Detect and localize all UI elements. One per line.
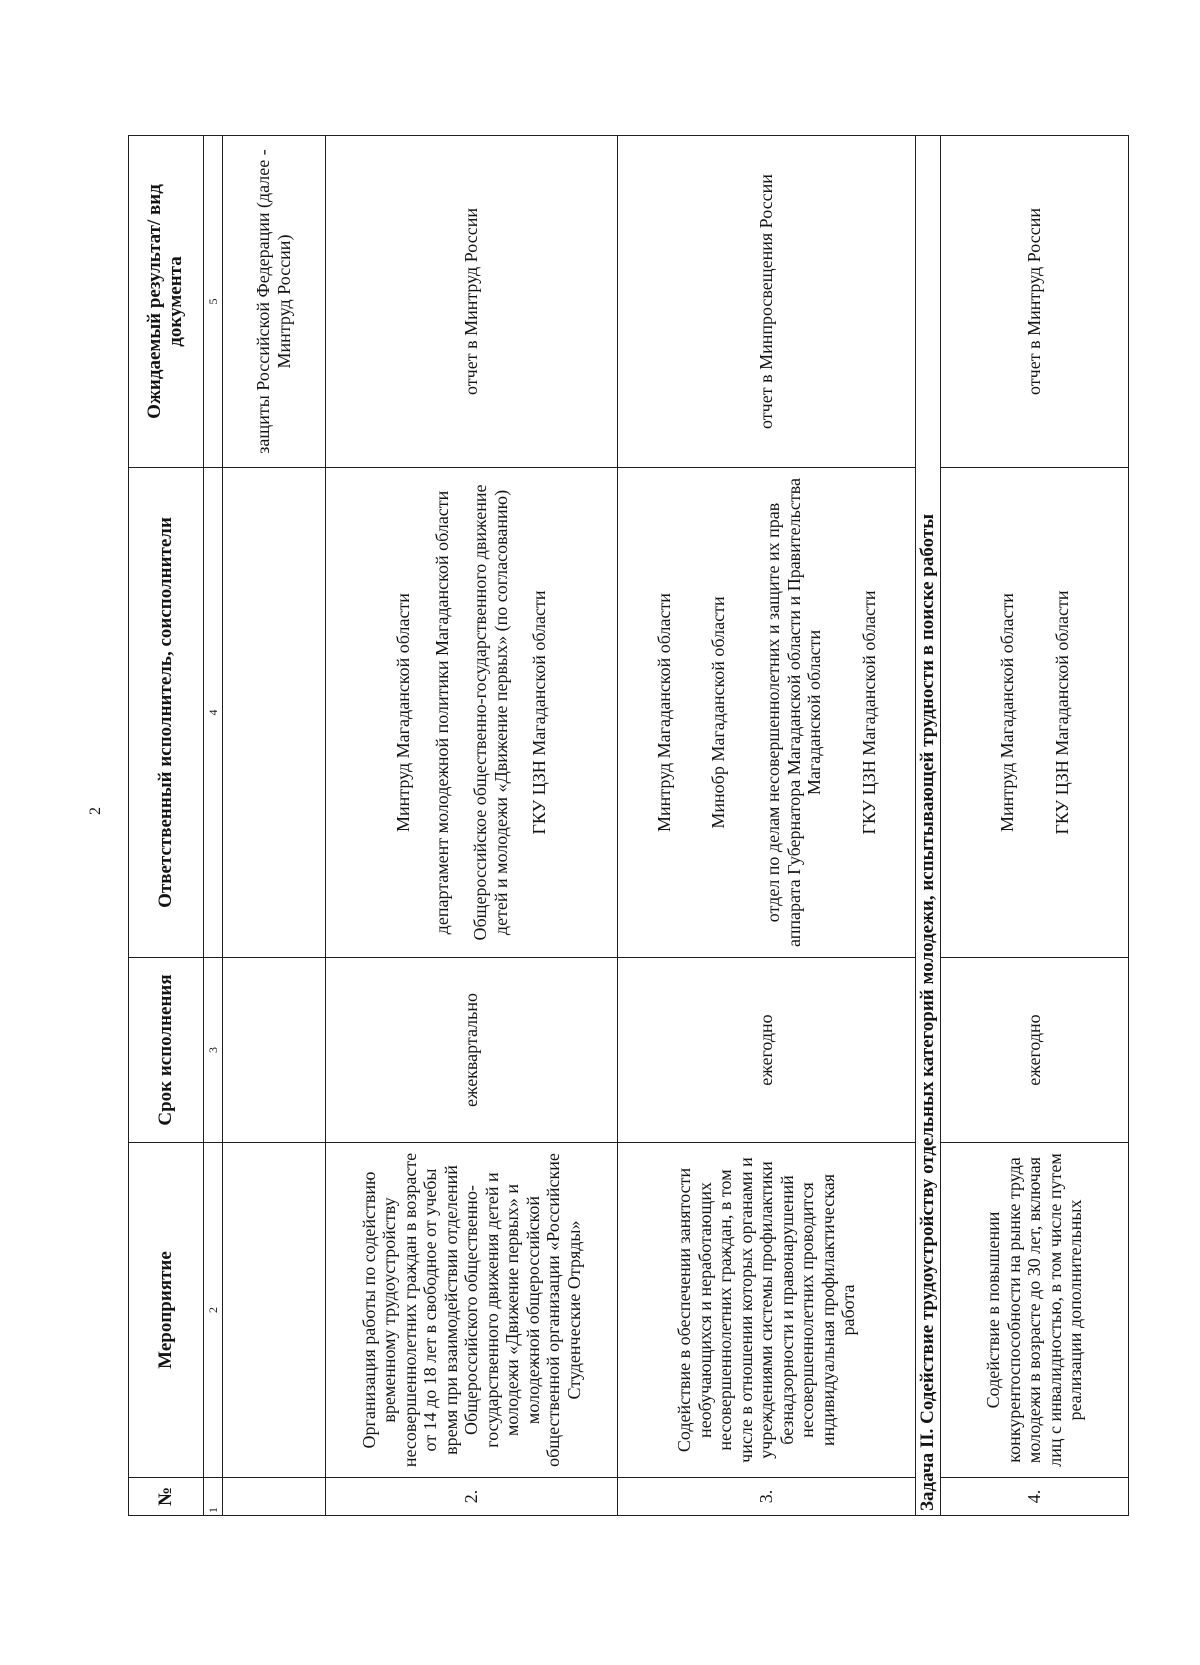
action-plan-table	[128, 135, 1129, 1516]
column-number: 5	[204, 136, 223, 468]
task-heading: Задача II. Содействие трудоустройству отдельных категорий молодежи, испытывающей трудности в поиске работы	[916, 136, 941, 1516]
responsible-cell	[223, 468, 326, 958]
responsible-entry: отдел по делам несовершеннолетних и защите их прав аппарата Губернатора Магаданской области и Правительства Магаданской области	[762, 478, 825, 947]
table-row	[223, 136, 326, 1516]
header-responsible: Ответственный исполнитель, соисполнители	[129, 468, 204, 958]
column-number: 1	[204, 1478, 223, 1516]
header-result: Ожидаемый результат/ вид документа	[129, 136, 204, 468]
header-number: №	[129, 1478, 204, 1516]
column-number: 4	[204, 468, 223, 958]
column-number: 3	[204, 958, 223, 1143]
result-cell: отчет в Минпросвещения России	[618, 136, 916, 468]
table-row	[326, 136, 618, 1516]
deadline-cell: ежегодно	[618, 958, 916, 1143]
deadline-cell	[223, 958, 326, 1143]
responsible-cell	[618, 468, 916, 958]
activity-cell: Организация работы по содействию временному трудоустройству несовершеннолетних граждан в возрасте от 14 до 18 лет в свободное от учебы время при взаимодействии отделений Общероссийского общественно-государственного движения детей и молодежи «Движение первых» и молодежной общероссийской общественной организации «Российские Студенческие Отряды»	[326, 1143, 618, 1478]
row-number: 4.	[941, 1478, 1129, 1516]
table-row	[941, 136, 1129, 1516]
responsible-entry: Минтруд Магаданской области	[996, 593, 1017, 832]
responsible-entry: Общероссийское общественно-государственного движение детей и молодежи «Движение первых» (по согласованию)	[470, 484, 511, 941]
responsible-entry: Минтруд Магаданской области	[393, 593, 414, 832]
responsible-entry: департамент молодежной политики Магаданской области	[431, 490, 452, 935]
result-cell: отчет в Минтруд России	[941, 136, 1129, 468]
responsible-entry: ГКУ ЦЗН Магаданской области	[529, 590, 550, 835]
responsible-entry: Минтруд Магаданской области	[653, 593, 674, 832]
activity-cell: Содействие в повышении конкурентоспособности на рынке труда молодежи в возрасте до 30 лет, включая лиц с инвалидностью, в том числе путем реализации дополнительных	[941, 1143, 1129, 1478]
header-activity: Мероприятие	[129, 1143, 204, 1478]
table-header-row	[129, 136, 204, 1516]
activity-cell	[223, 1143, 326, 1478]
column-number-row	[204, 136, 223, 1516]
header-deadline: Срок исполнения	[129, 958, 204, 1143]
responsible-cell	[941, 468, 1129, 958]
deadline-cell: ежеквартально	[326, 958, 618, 1143]
result-cell: защиты Российской Федерации (далее - Минтруд России)	[223, 136, 326, 468]
responsible-entry: ГКУ ЦЗН Магаданской области	[1051, 590, 1072, 835]
column-number: 2	[204, 1143, 223, 1478]
rotated-table-wrapper	[128, 136, 1128, 1516]
responsible-entry: ГКУ ЦЗН Магаданской области	[858, 590, 879, 835]
row-number	[223, 1478, 326, 1516]
row-number: 3.	[618, 1478, 916, 1516]
deadline-cell: ежегодно	[941, 958, 1129, 1143]
task-heading-row	[916, 136, 941, 1516]
activity-cell: Содействие в обеспечении занятости необучающихся и неработающих несовершеннолетних граждан, в том числе в отношении которых органами и учреждениями системы профилактики безнадзорности и правонарушений несовершеннолетних проводится индивидуальная профилактическая работа	[618, 1143, 916, 1478]
responsible-entry: Минобр Магаданской области	[708, 596, 729, 829]
responsible-cell	[326, 468, 618, 958]
page-number: 2	[87, 807, 104, 815]
table-row	[618, 136, 916, 1516]
result-cell: отчет в Минтруд России	[326, 136, 618, 468]
row-number: 2.	[326, 1478, 618, 1516]
